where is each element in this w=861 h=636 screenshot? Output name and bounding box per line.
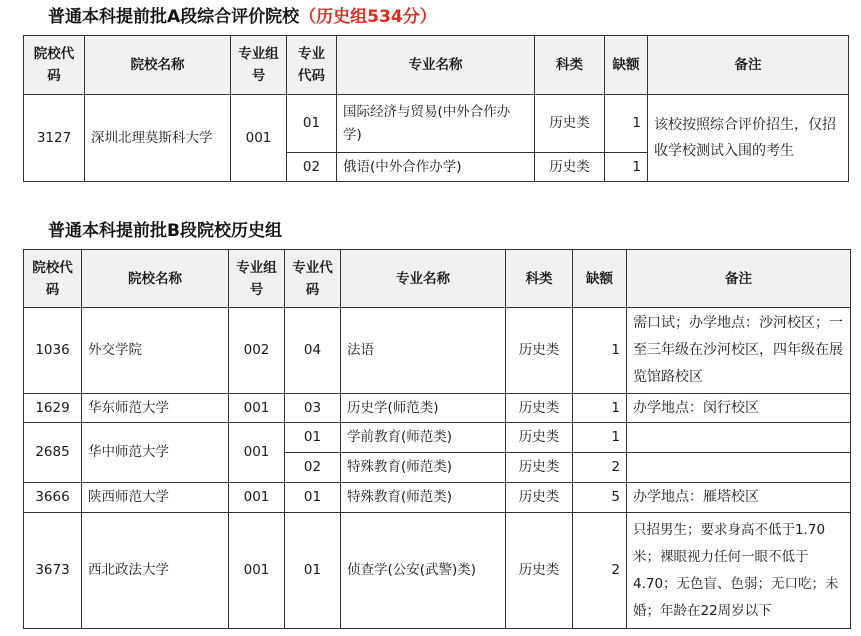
category: 历史类	[535, 153, 605, 182]
remark: 该校按照综合评价招生，仅招收学校测试入围的考生	[648, 95, 849, 182]
table-row	[24, 423, 851, 453]
header-vacancy: 缺额	[605, 36, 648, 95]
group-no: 001	[231, 95, 287, 182]
category: 历史类	[506, 308, 573, 394]
header-school-code: 院校代码	[24, 36, 85, 95]
header-group-no: 专业组号	[231, 36, 287, 95]
section-a-table	[23, 35, 849, 182]
category: 历史类	[506, 483, 573, 513]
major-code: 01	[287, 95, 337, 153]
vacancy: 2	[573, 513, 627, 629]
school-name: 西北政法大学	[82, 513, 229, 629]
school-name: 华东师范大学	[82, 394, 229, 423]
table-row	[24, 95, 849, 153]
group-no: 001	[229, 483, 285, 513]
header-major-code: 专业代码	[285, 250, 341, 308]
major-name: 法语	[341, 308, 506, 394]
school-code: 3673	[24, 513, 82, 629]
category: 历史类	[506, 423, 573, 453]
remark: 办学地点：雁塔校区	[627, 483, 851, 513]
school-code: 1036	[24, 308, 82, 394]
header-remark: 备注	[627, 250, 851, 308]
major-name: 国际经济与贸易(中外合作办学)	[337, 95, 535, 153]
group-no: 002	[229, 308, 285, 394]
vacancy: 1	[573, 308, 627, 394]
table-row	[24, 308, 851, 394]
school-name: 深圳北理莫斯科大学	[85, 95, 231, 182]
section-b-table	[23, 249, 851, 629]
header-major-name: 专业名称	[337, 36, 535, 95]
major-name: 俄语(中外合作办学)	[337, 153, 535, 182]
vacancy: 2	[573, 453, 627, 483]
vacancy: 1	[605, 153, 648, 182]
section-b-title: 普通本科提前批B段院校历史组	[48, 221, 282, 241]
major-name: 特殊教育(师范类)	[341, 453, 506, 483]
vacancy: 1	[573, 423, 627, 453]
category: 历史类	[506, 453, 573, 483]
table-row	[24, 483, 851, 513]
remark: 只招男生；要求身高不低于1.70米；裸眼视力任何一眼不低于4.70；无色盲、色弱；无口吃；未婚；年龄在22周岁以下	[627, 513, 851, 629]
major-code: 01	[285, 423, 341, 453]
vacancy: 1	[573, 394, 627, 423]
major-code: 02	[287, 153, 337, 182]
major-name: 特殊教育(师范类)	[341, 483, 506, 513]
section-a-title-highlight: 历史组534分	[316, 7, 420, 27]
major-name: 学前教育(师范类)	[341, 423, 506, 453]
section-a-title-main: 普通本科提前批A段综合评价院校	[48, 7, 300, 27]
table-row	[24, 394, 851, 423]
group-no: 001	[229, 513, 285, 629]
major-code: 01	[285, 483, 341, 513]
header-category: 科类	[506, 250, 573, 308]
school-name: 外交学院	[82, 308, 229, 394]
header-remark: 备注	[648, 36, 849, 95]
group-no: 001	[229, 394, 285, 423]
school-code: 3127	[24, 95, 85, 182]
section-b-header-row	[24, 250, 851, 308]
remark: 办学地点：闵行校区	[627, 394, 851, 423]
group-no: 001	[229, 423, 285, 483]
vacancy: 5	[573, 483, 627, 513]
major-code: 03	[285, 394, 341, 423]
school-code: 1629	[24, 394, 82, 423]
header-school-code: 院校代码	[24, 250, 82, 308]
remark	[627, 423, 851, 453]
section-a-title-paren-close: ）	[419, 7, 437, 27]
section-a-title	[48, 6, 437, 28]
school-code: 2685	[24, 423, 82, 483]
major-code: 04	[285, 308, 341, 394]
major-code: 01	[285, 513, 341, 629]
school-name: 华中师范大学	[82, 423, 229, 483]
section-a-title-paren-open: （	[299, 7, 317, 27]
header-vacancy: 缺额	[573, 250, 627, 308]
remark: 需口试；办学地点：沙河校区；一至三年级在沙河校区，四年级在展览馆路校区	[627, 308, 851, 394]
header-group-no: 专业组号	[229, 250, 285, 308]
header-category: 科类	[535, 36, 605, 95]
section-a-header-row	[24, 36, 849, 95]
major-name: 历史学(师范类)	[341, 394, 506, 423]
category: 历史类	[535, 95, 605, 153]
major-name: 侦查学(公安(武警)类)	[341, 513, 506, 629]
header-school-name: 院校名称	[85, 36, 231, 95]
category: 历史类	[506, 513, 573, 629]
school-code: 3666	[24, 483, 82, 513]
category: 历史类	[506, 394, 573, 423]
header-school-name: 院校名称	[82, 250, 229, 308]
header-major-name: 专业名称	[341, 250, 506, 308]
major-code: 02	[285, 453, 341, 483]
header-major-code: 专业代码	[287, 36, 337, 95]
school-name: 陕西师范大学	[82, 483, 229, 513]
vacancy: 1	[605, 95, 648, 153]
remark-empty	[627, 453, 851, 483]
table-row	[24, 513, 851, 629]
